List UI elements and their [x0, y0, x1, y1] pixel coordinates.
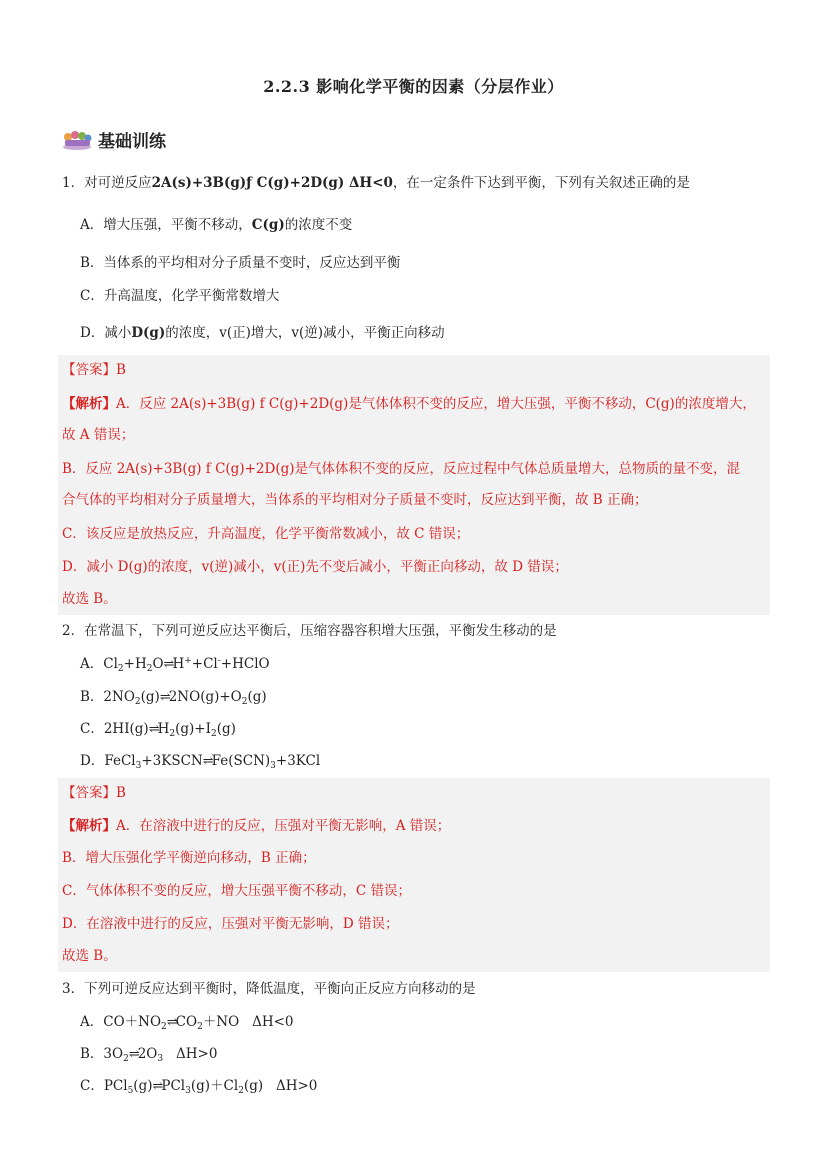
option-a: A．$CO+NO_2\rightleftharpoons CO_2+NO$ ΔH<0	[80, 1014, 294, 1032]
explanation-1-line-4: 合气体的平均相对分子质量增大，当体系的平均相对分子质量不变时，反应达到平衡，故 B 正确；	[62, 492, 648, 508]
option-text: A．CO＋NO	[80, 1014, 162, 1030]
option-text: B．2NO	[80, 689, 135, 705]
students-icon	[62, 128, 92, 150]
option-text: C．PCl	[80, 1078, 128, 1094]
answer-1: 【答案】B	[62, 362, 126, 378]
option-formula: D(g)	[131, 325, 166, 341]
option-d	[80, 323, 445, 343]
option-text-post: 的浓度，v(正)增大，v(逆)减小，平衡正向移动	[165, 325, 445, 341]
reaction-formula: 2A(s)+3B(g)ƒ C(g)+2D(g) ΔH<0	[151, 175, 393, 191]
section-title: 基础训练	[98, 131, 166, 152]
question-number: 1．	[62, 175, 85, 191]
option-text: A．增大压强，平衡不移动，	[80, 217, 252, 233]
answer-2: 【答案】B	[62, 785, 126, 801]
option-b: B．$2NO_2(g)\rightleftharpoons 2NO(g)+O_2(g)$	[80, 689, 267, 707]
option-c: C．$2HI(g)\rightleftharpoons H_2(g)+I_2(g)$	[80, 721, 236, 739]
section-heading	[62, 126, 166, 152]
explanation-2-line-5: 故选 B。	[62, 948, 117, 964]
question-1	[62, 173, 690, 193]
option-c: C．升高温度，化学平衡常数增大	[80, 288, 280, 304]
question-stem: 在常温下，下列可逆反应达平衡后，压缩容器容积增大压强，平衡发生移动的是	[84, 623, 557, 639]
option-text: C．2HI(g)	[80, 721, 149, 737]
option-d: D．$FeCl_3+3KSCN\rightleftharpoons Fe(SCN)_3+3KCl$	[80, 753, 321, 771]
option-b: B．当体系的平均相对分子质量不变时，反应达到平衡	[80, 255, 401, 271]
explanation-1-line-5: C．该反应是放热反应，升高温度，化学平衡常数减小，故 C 错误；	[62, 526, 470, 542]
option-b: B．$3O_2\rightleftharpoons 2O_3$ ΔH>0	[80, 1046, 218, 1064]
option-a: A．$Cl_2+H_2O\rightleftharpoons H^++Cl^-+HClO$	[80, 656, 270, 674]
option-a	[80, 215, 352, 235]
explanation-1-line-1	[62, 394, 756, 414]
question-number: 2．	[62, 623, 85, 639]
explanation-label: 【解析】	[62, 396, 116, 412]
option-text: D．FeCl	[80, 753, 136, 769]
question-stem: 下列可逆反应达到平衡时，降低温度，平衡向正反应方向移动的是	[84, 981, 476, 997]
explanation-1-line-3: B．反应 2A(s)+3B(g) f C(g)+2D(g)是气体体积不变的反应，反应过程中气体总质量增大，总物质的量不变，混	[62, 461, 740, 477]
option-formula: C(g)	[251, 217, 285, 233]
question-3	[62, 979, 476, 999]
question-stem-pre: 对可逆反应	[84, 175, 152, 191]
option-text: D．减小	[80, 325, 132, 341]
explanation-1-line-7: 故选 B。	[62, 591, 117, 607]
explanation-text: A．反应 2A(s)+3B(g) f C(g)+2D(g)是气体体积不变的反应，增大压强，平衡不移动，C(g)的浓度增大，	[116, 396, 756, 412]
explanation-label: 【解析】	[62, 818, 116, 834]
explanation-1-line-6: D．减小 D(g)的浓度，v(逆)减小，v(正)先不变后减小，平衡正向移动，故 D 错误；	[62, 559, 568, 575]
explanation-1-line-2: 故 A 错误；	[62, 427, 135, 443]
question-number: 3．	[62, 981, 85, 997]
question-2	[62, 621, 557, 641]
option-text-post: 的浓度不变	[284, 217, 353, 233]
explanation-2-line-4: D．在溶液中进行的反应，压强对平衡无影响，D 错误；	[62, 916, 399, 932]
question-stem-post: ，在一定条件下达到平衡，下列有关叙述正确的是	[392, 175, 690, 191]
explanation-text: A．在溶液中进行的反应，压强对平衡无影响，A 错误；	[116, 818, 451, 834]
explanation-2-line-3: C．气体体积不变的反应，增大压强平衡不移动，C 错误；	[62, 883, 411, 899]
option-text: B．3O	[80, 1046, 124, 1062]
page-title: 2.2.3 影响化学平衡的因素（分层作业）	[263, 77, 564, 96]
explanation-2-line-2: B．增大压强化学平衡逆向移动，B 正确；	[62, 850, 316, 866]
explanation-2-line-1	[62, 816, 450, 836]
option-text: A．Cl	[80, 656, 118, 672]
answer-box-2	[58, 778, 770, 972]
option-c: C．$PCl_5(g)\rightleftharpoons PCl_3(g)+Cl_2(g)$ ΔH>0	[80, 1078, 318, 1096]
